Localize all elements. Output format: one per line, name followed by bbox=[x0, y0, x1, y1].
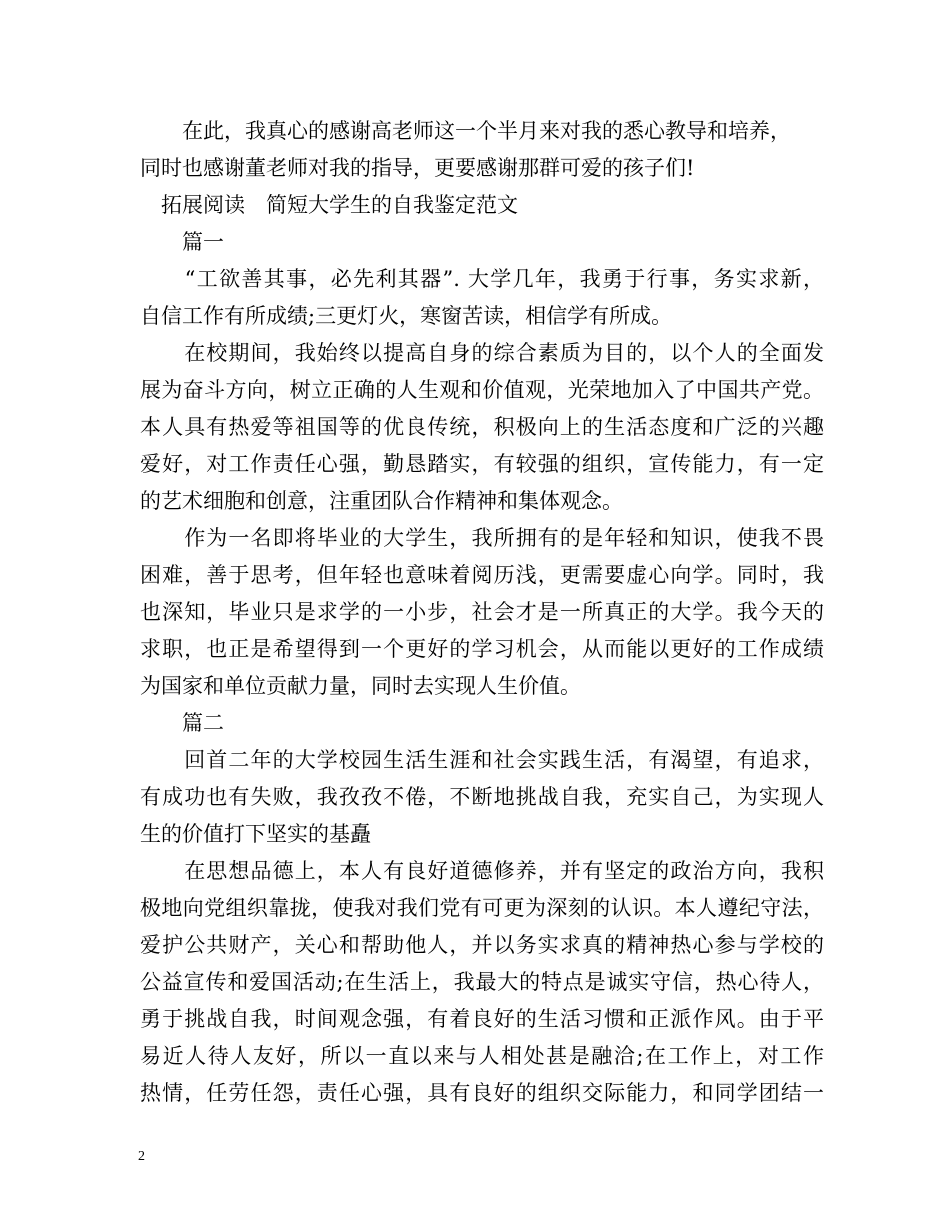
text-line: 爱好，对工作责任心强，勤恳踏实，有较强的组织，宣传能力，有一定 bbox=[140, 452, 824, 476]
text-line: 爱护公共财产，关心和帮助他人，并以务实求真的精神热心参与学校的 bbox=[140, 933, 824, 957]
text-line: 勇于挑战自我，时间观念强，有着良好的生活习惯和正派作风。由于平 bbox=[140, 1007, 824, 1031]
text-line: 展为奋斗方向，树立正确的人生观和价值观，光荣地加入了中国共产党。 bbox=[140, 378, 824, 402]
page-number: 2 bbox=[138, 1149, 145, 1164]
text-line: 在此，我真心的感谢高老师这一个半月来对我的悉心教导和培养， bbox=[140, 119, 791, 143]
subsection-heading: 篇二 bbox=[140, 711, 224, 735]
text-line: 作为一名即将毕业的大学生，我所拥有的是年轻和知识，使我不畏 bbox=[140, 526, 824, 550]
text-line: 公益宣传和爱国活动;在生活上，我最大的特点是诚实守信，热心待人， bbox=[140, 970, 824, 994]
text-line: 易近人待人友好，所以一直以来与人相处甚是融洽;在工作上，对工作 bbox=[140, 1044, 824, 1068]
text-line: 也深知，毕业只是求学的一小步，社会才是一所真正的大学。我今天的 bbox=[140, 600, 824, 624]
text-line: 生的价值打下坚实的基矗 bbox=[140, 822, 371, 846]
text-line: 的艺术细胞和创意，注重团队合作精神和集体观念。 bbox=[140, 489, 623, 513]
text-line: 为国家和单位贡献力量，同时去实现人生价值。 bbox=[140, 674, 581, 698]
text-line: 在校期间，我始终以提高自身的综合素质为目的，以个人的全面发 bbox=[140, 341, 824, 365]
text-line: 在思想品德上，本人有良好道德修养，并有坚定的政治方向，我积 bbox=[140, 859, 824, 883]
section-heading: 拓展阅读 简短大学生的自我鉴定范文 bbox=[140, 193, 518, 217]
subsection-heading: 篇一 bbox=[140, 230, 224, 254]
text-line: 极地向党组织靠拢，使我对我们党有可更为深刻的认识。本人遵纪守法， bbox=[140, 896, 824, 920]
text-line: 热情，任劳任怨，责任心强，具有良好的组织交际能力，和同学团结一 bbox=[140, 1081, 824, 1105]
text-line: 有成功也有失败，我孜孜不倦，不断地挑战自我，充实自己，为实现人 bbox=[140, 785, 824, 809]
text-line: 同时也感谢董老师对我的指导，更要感谢那群可爱的孩子们! bbox=[140, 156, 695, 180]
text-line: 本人具有热爱等祖国等的优良传统，积极向上的生活态度和广泛的兴趣 bbox=[140, 415, 824, 439]
text-line: 困难，善于思考，但年轻也意味着阅历浅，更需要虚心向学。同时，我 bbox=[140, 563, 824, 587]
text-line: 回首二年的大学校园生活生涯和社会实践生活，有渴望，有追求， bbox=[140, 748, 824, 772]
text-line: “工欲善其事，必先利其器”. 大学几年，我勇于行事，务实求新， bbox=[140, 267, 824, 291]
text-line: 自信工作有所成绩;三更灯火，寒窗苦读，相信学有所成。 bbox=[140, 304, 673, 328]
text-line: 求职，也正是希望得到一个更好的学习机会，从而能以更好的工作成绩 bbox=[140, 637, 824, 661]
document-body bbox=[140, 113, 824, 1112]
